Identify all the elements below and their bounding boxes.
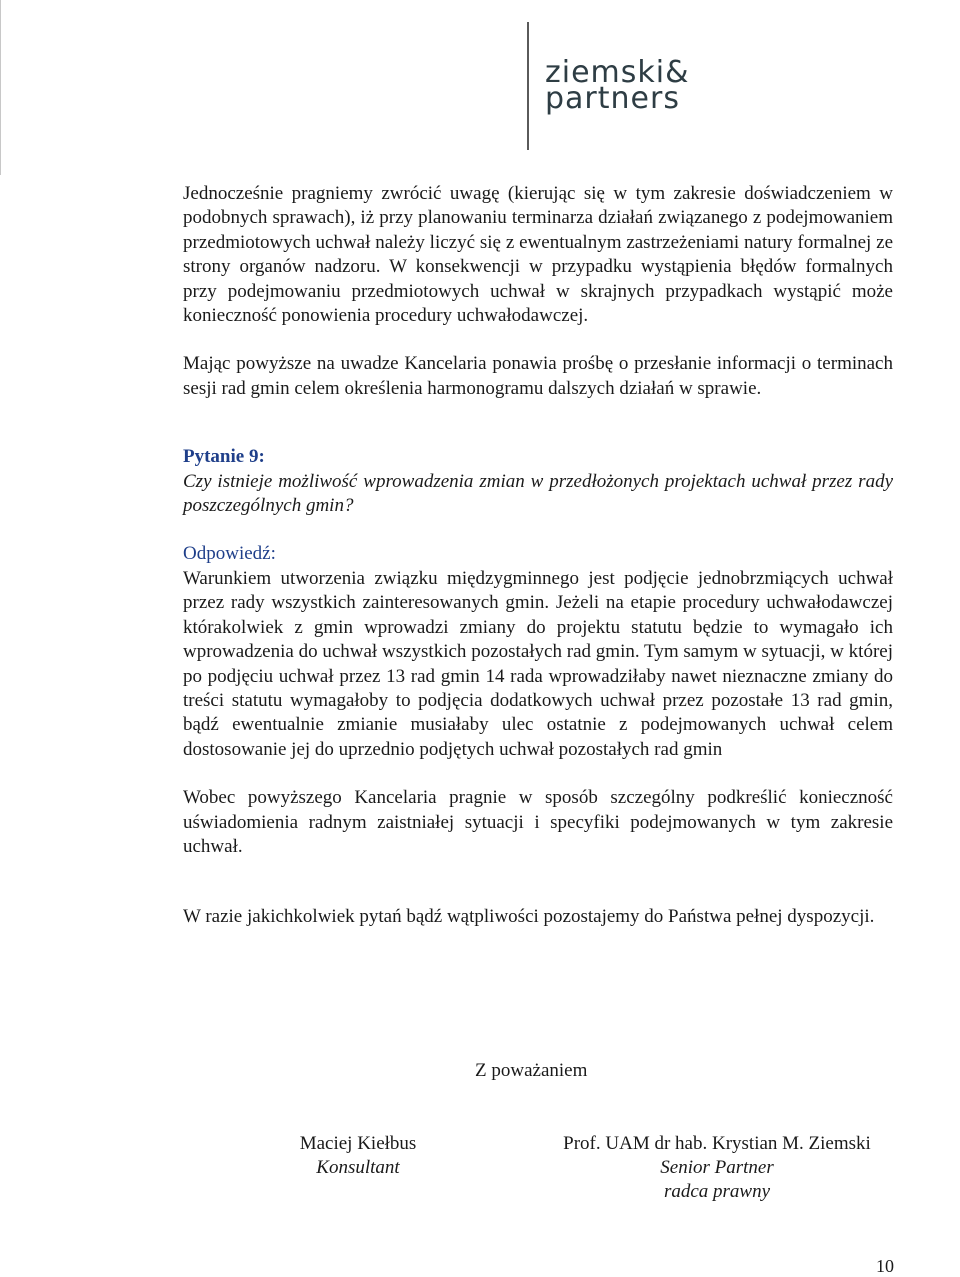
closing-text: Z poważaniem bbox=[475, 1060, 588, 1081]
signature-left-role: Konsultant bbox=[316, 1157, 400, 1178]
company-logo bbox=[545, 55, 725, 116]
page-number: 10 bbox=[876, 1256, 894, 1276]
page-edge-line bbox=[0, 0, 1, 175]
answer-label: Odpowiedź: bbox=[183, 543, 276, 565]
paragraph-1: Jednocześnie pragniemy zwrócić uwagę (kierując się w tym zakresie doświadczeniem w podobnych sprawach), iż przy planowaniu terminarza działań związanego z podejmowaniem przedmiotowych uchwał należy liczyć się z ewentualnym zastrzeżeniami natury formalnej ze strony organów nadzoru. W konsekwencji w przypadku wystąpienia błędów formalnych przy podejmowaniu przedmiotowych uchwał w skrajnych przypadkach wystąpić może konieczność ponowienia procedury uchwałodawczej. bbox=[183, 183, 893, 327]
question-label: Pytanie 9: bbox=[183, 446, 265, 468]
letter-body bbox=[183, 182, 893, 930]
signature-right-name: Prof. UAM dr hab. Krystian M. Ziemski bbox=[563, 1133, 871, 1154]
logo-divider bbox=[527, 22, 529, 150]
signature-right-role: Senior Partner bbox=[660, 1157, 774, 1178]
paragraph-2: Mając powyższe na uwadze Kancelaria ponawia prośbę o przesłanie informacji o terminach sesji rad gmin celem określenia harmonogramu dalszych działań w sprawie. bbox=[183, 353, 893, 399]
signature-left bbox=[283, 1132, 433, 1180]
answer-text: Warunkiem utworzenia związku międzygminnego jest podjęcie jednobrzmiących uchwał przez rady wszystkich zainteresowanych gmin. Jeżeli na etapie procedury uchwałodawczej którakolwiek z gmin wprowadzi zmiany do projektu statutu będzie to wymagało ich wprowadzenia do uchwał wszystkich pozostałych rad gmin. Tym samym w sytuacji, w której po podjęciu uchwał przez 13 rad gmin 14 rada wprowadziłaby nawet nieznaczne zmiany do treści statutu wymagałoby to podjęcia dodatkowych uchwał przez pozostałe 13 rad gmin, bądź ewentualnie zmianie musiałaby ulec ostatnie z podejmowanych uchwał celem dostosowanie jej do uprzednio podjętych uchwał pozostałych rad gmin bbox=[183, 567, 893, 760]
signature-right bbox=[540, 1132, 894, 1204]
signature-left-name: Maciej Kiełbus bbox=[299, 1133, 417, 1154]
question-text: Czy istnieje możliwość wprowadzenia zmian w przedłożonych projektach uchwał przez rady poszczególnych gmin? bbox=[183, 470, 893, 517]
paragraph-3: Wobec powyższego Kancelaria pragnie w sposób szczególny podkreślić konieczność uświadomienia radnym zaistniałej sytuacji i specyfiki podejmowanych w tym zakresie uchwał. bbox=[183, 787, 893, 857]
logo-line-1: ziemski& bbox=[545, 55, 690, 90]
logo-line-2: partners bbox=[545, 81, 680, 116]
paragraph-4: W razie jakichkolwiek pytań bądź wątpliwości pozostajemy do Państwa pełnej dyspozycji. bbox=[183, 906, 875, 928]
signature-right-role-2: radca prawny bbox=[663, 1181, 771, 1202]
